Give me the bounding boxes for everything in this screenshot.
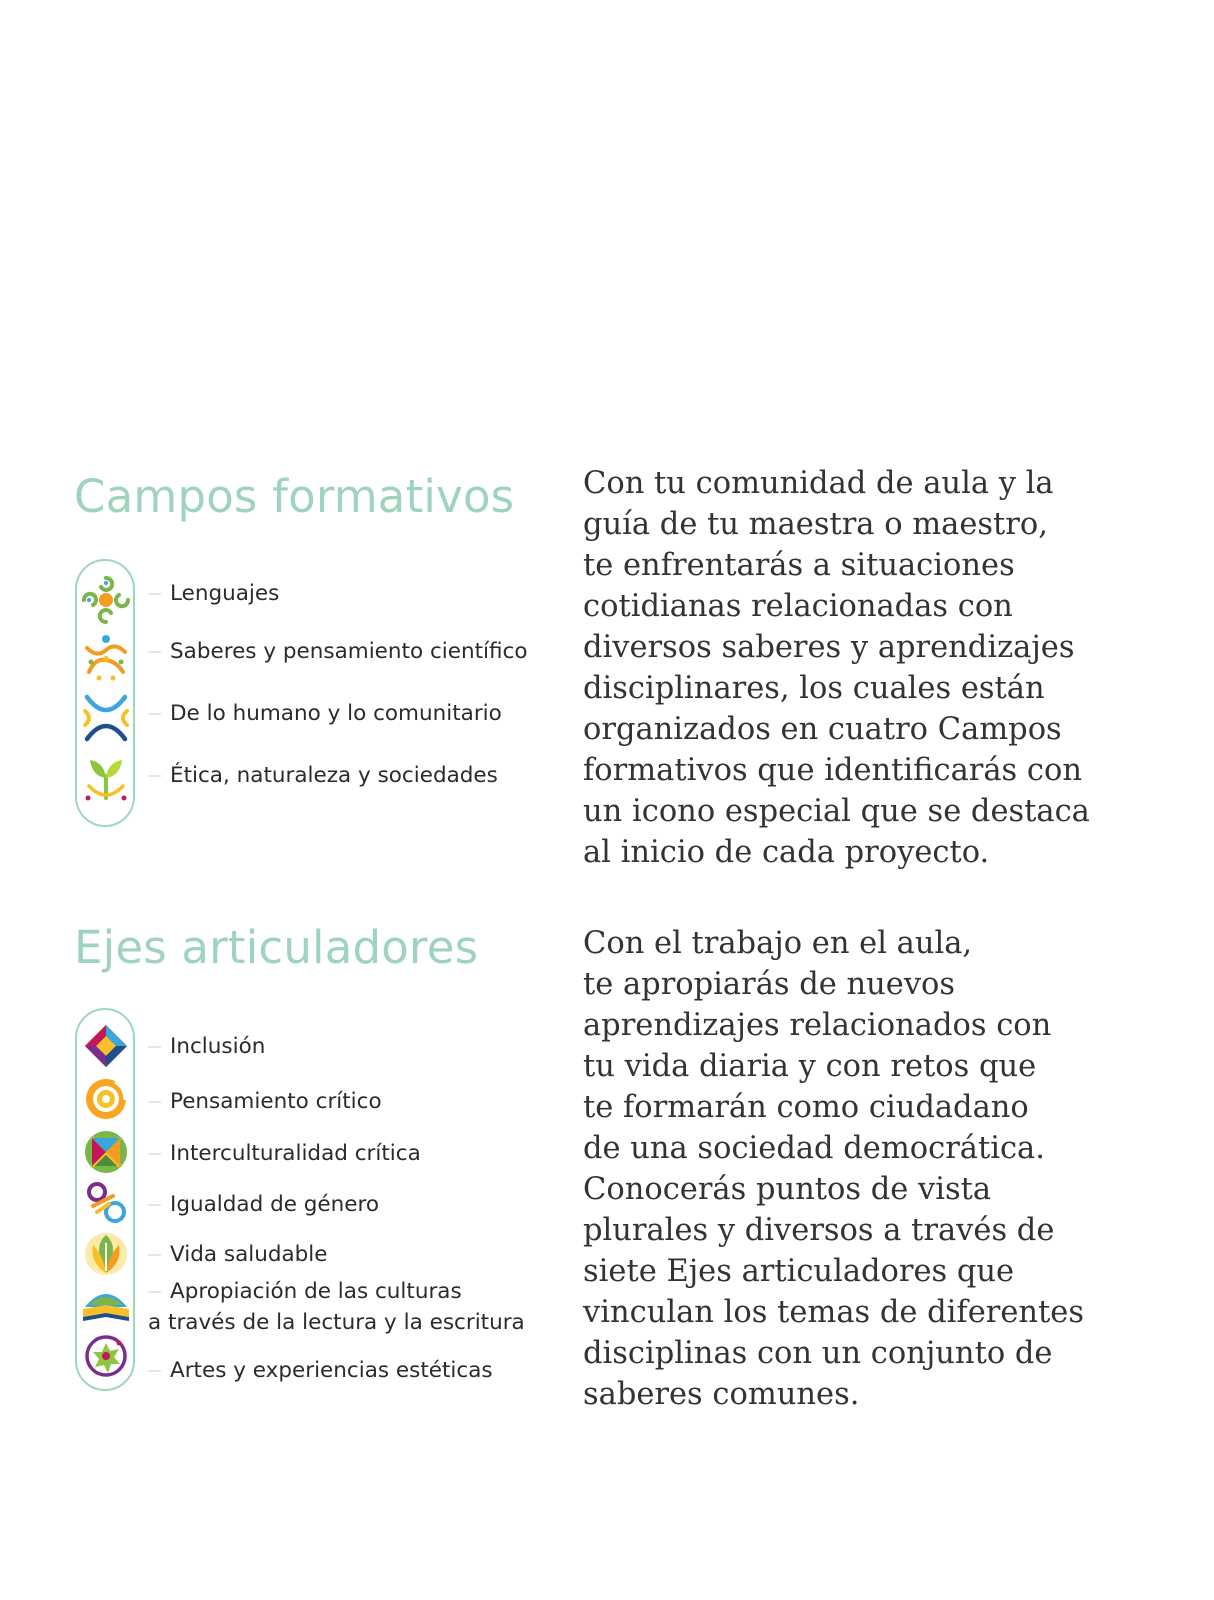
interculturalidad-icon xyxy=(79,1125,133,1179)
item-dash xyxy=(148,1153,161,1155)
item-label: De lo humano y lo comunitario xyxy=(170,701,502,726)
paragraph-line: guía de tu maestra o maestro, xyxy=(583,507,1048,542)
paragraph-line: te enfrentarás a situaciones xyxy=(583,548,1015,583)
lectura-escritura-icon xyxy=(79,1279,133,1333)
paragraph-line: de una sociedad democrática. xyxy=(583,1131,1045,1166)
paragraph-line: organizados en cuatro Campos xyxy=(583,712,1062,747)
item-label: Interculturalidad crítica xyxy=(170,1141,421,1166)
item-dash xyxy=(148,593,161,595)
item-label-continued: a través de la lectura y la escritura xyxy=(148,1310,525,1335)
paragraph-line: formativos que identificarás con xyxy=(583,753,1082,788)
paragraph-line: plurales y diversos a través de xyxy=(583,1213,1055,1248)
artes-icon xyxy=(79,1329,133,1383)
paragraph-line: Con el trabajo en el aula, xyxy=(583,926,973,961)
paragraph-line: tu vida diaria y con retos que xyxy=(583,1049,1037,1084)
paragraph-line: al inicio de cada proyecto. xyxy=(583,835,990,870)
paragraph-line: vinculan los temas de diferentes xyxy=(583,1295,1084,1330)
eje-item-vida-saludable xyxy=(148,1239,328,1270)
paragraph-line: disciplinas con un conjunto de xyxy=(583,1336,1053,1371)
paragraph-line: cotidianas relacionadas con xyxy=(583,589,1013,624)
paragraph-line: aprendizajes relacionados con xyxy=(583,1008,1052,1043)
campos-paragraph xyxy=(583,463,1090,873)
item-dash xyxy=(148,1291,161,1293)
ejes-paragraph xyxy=(583,923,1084,1415)
item-dash xyxy=(148,1370,161,1372)
campo-item-lenguajes xyxy=(148,578,279,609)
item-label: Artes y experiencias estéticas xyxy=(170,1358,493,1383)
ejes-articuladores-title: Ejes articuladores xyxy=(74,921,479,974)
paragraph-line: te apropiarás de nuevos xyxy=(583,967,956,1002)
item-dash xyxy=(148,1204,161,1206)
campo-item-humano xyxy=(148,698,502,729)
igualdad-genero-icon xyxy=(79,1176,133,1230)
humano-comunitario-icon xyxy=(79,691,133,745)
paragraph-line: saberes comunes. xyxy=(583,1377,860,1412)
pensamiento-critico-icon xyxy=(79,1072,133,1126)
item-label: Pensamiento crítico xyxy=(170,1089,382,1114)
inclusion-icon xyxy=(79,1019,133,1073)
saberes-icon xyxy=(79,632,133,686)
item-label: Saberes y pensamiento científico xyxy=(170,639,528,664)
eje-item-interculturalidad xyxy=(148,1138,421,1169)
paragraph-line: Con tu comunidad de aula y la xyxy=(583,466,1054,501)
campos-formativos-title: Campos formativos xyxy=(74,470,515,523)
item-label: Igualdad de género xyxy=(170,1192,380,1217)
item-label: Inclusión xyxy=(170,1034,266,1059)
vida-saludable-icon xyxy=(79,1227,133,1281)
item-dash xyxy=(148,1254,161,1256)
item-dash xyxy=(148,1101,161,1103)
item-dash xyxy=(148,775,161,777)
paragraph-line: siete Ejes articuladores que xyxy=(583,1254,1015,1289)
item-label: Apropiación de las culturas xyxy=(170,1279,462,1304)
item-label: Ética, naturaleza y sociedades xyxy=(170,763,498,788)
item-dash xyxy=(148,1046,161,1048)
eje-item-pensamiento xyxy=(148,1086,382,1117)
eje-item-igualdad xyxy=(148,1189,379,1220)
eje-item-lectura-escritura xyxy=(148,1276,525,1338)
eje-item-inclusion xyxy=(148,1031,265,1062)
campo-item-saberes xyxy=(148,636,528,667)
item-dash xyxy=(148,651,161,653)
paragraph-line: diversos saberes y aprendizajes xyxy=(583,630,1075,665)
item-label: Vida saludable xyxy=(170,1242,328,1267)
campo-item-etica xyxy=(148,760,498,791)
paragraph-line: disciplinares, los cuales están xyxy=(583,671,1045,706)
eje-item-artes xyxy=(148,1355,493,1386)
paragraph-line: un icono especial que se destaca xyxy=(583,794,1090,829)
item-dash xyxy=(148,713,161,715)
item-label: Lenguajes xyxy=(170,581,280,606)
paragraph-line: Conocerás puntos de vista xyxy=(583,1172,992,1207)
etica-naturaleza-icon xyxy=(79,752,133,806)
lenguajes-icon xyxy=(79,573,133,627)
paragraph-line: te formarán como ciudadano xyxy=(583,1090,1029,1125)
